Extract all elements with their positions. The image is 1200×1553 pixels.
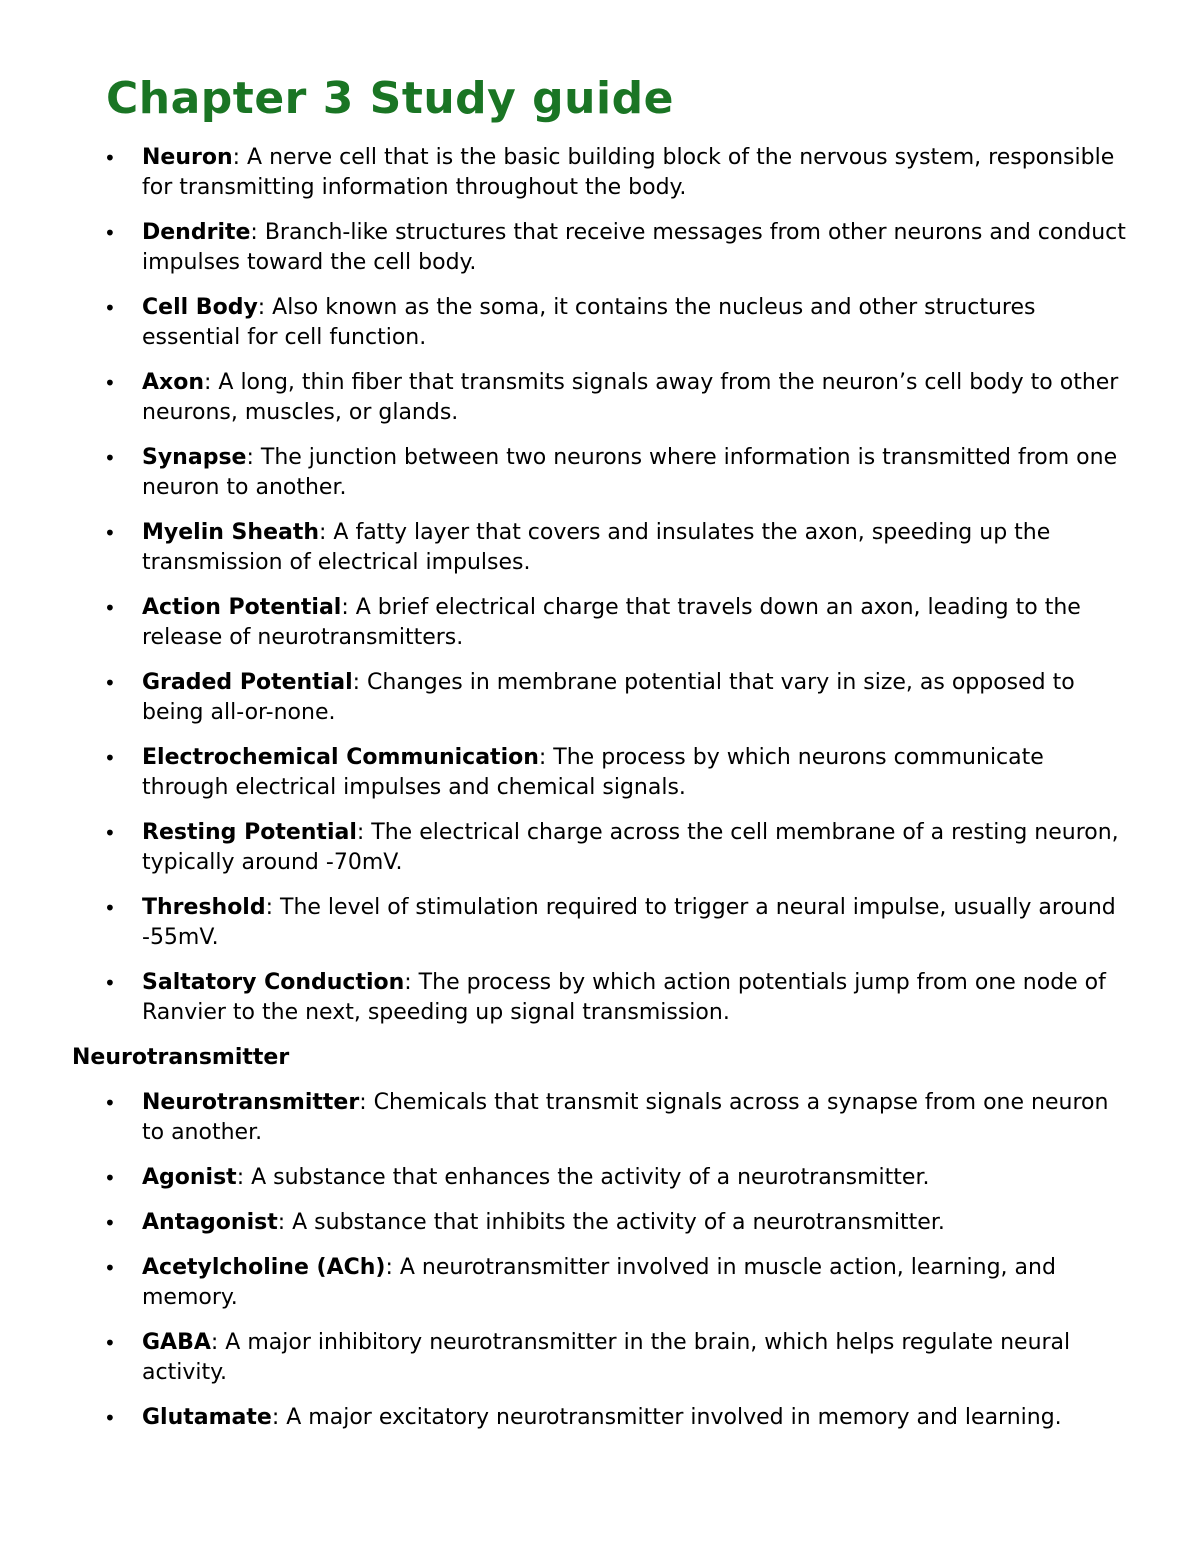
bullet-icon: • [104, 896, 116, 920]
list-item [0, 1253, 1200, 1313]
definition: : The process by which action potentials jump from one node of Ranvier to the next, speeding up signal transmission. [142, 970, 1106, 1025]
definition: : A brief electrical charge that travels down an axon, leading to the release of neurotransmitters. [142, 595, 1081, 650]
bullet-icon: • [104, 821, 116, 845]
term: Resting Potential [142, 820, 357, 845]
list-item [0, 893, 1200, 953]
definition: : A long, thin fiber that transmits signals away from the neuron’s cell body to other neurons, muscles, or glands. [142, 370, 1119, 425]
term: Neuron [142, 145, 233, 170]
term: Agonist [142, 1165, 237, 1190]
definition: : The electrical charge across the cell membrane of a resting neuron, typically around -70mV. [142, 820, 1119, 875]
definition: : A substance that inhibits the activity of a neurotransmitter. [277, 1210, 945, 1235]
definition: : Changes in membrane potential that vary in size, as opposed to being all-or-none. [142, 670, 1075, 725]
bullet-icon: • [104, 1166, 116, 1190]
term: Threshold [142, 895, 266, 920]
list-item [0, 1163, 1200, 1193]
definition: : A major inhibitory neurotransmitter in the brain, which helps regulate neural activity. [142, 1330, 1071, 1385]
list-item [0, 1328, 1200, 1388]
definition: : A nerve cell that is the basic building block of the nervous system, responsible for transmitting information throughout the body. [142, 145, 1115, 200]
definition: : A fatty layer that covers and insulates the axon, speeding up the transmission of electrical impulses. [142, 520, 1051, 575]
definition: : Also known as the soma, it contains the nucleus and other structures essential for cell function. [142, 295, 1036, 350]
list-item [0, 668, 1200, 728]
term: Electrochemical Communication [142, 745, 539, 770]
definition: : A substance that enhances the activity of a neurotransmitter. [236, 1165, 930, 1190]
term: Saltatory Conduction [142, 970, 405, 995]
term: Cell Body [142, 295, 258, 320]
term: Myelin Sheath [142, 520, 320, 545]
bullet-icon: • [104, 1406, 116, 1430]
definition: : The process by which neurons communicate through electrical impulses and chemical signals. [142, 745, 1044, 800]
list-item [0, 143, 1200, 203]
term: Glutamate [142, 1405, 272, 1430]
term: Synapse [142, 445, 247, 470]
definition: : The junction between two neurons where information is transmitted from one neuron to another. [142, 445, 1118, 500]
list-item [0, 293, 1200, 353]
definition: : Chemicals that transmit signals across a synapse from one neuron to another. [142, 1090, 1109, 1145]
bullet-icon: • [104, 146, 116, 170]
definition: : A neurotransmitter involved in muscle action, learning, and memory. [142, 1255, 1056, 1310]
bullet-icon: • [104, 1091, 116, 1115]
term: Dendrite [142, 220, 251, 245]
bullet-icon: • [104, 371, 116, 395]
term: Antagonist [142, 1210, 278, 1235]
list-item [0, 1208, 1200, 1238]
list-item [0, 593, 1200, 653]
bullet-icon: • [104, 1211, 116, 1235]
term: Axon [142, 370, 204, 395]
bullet-icon: • [104, 521, 116, 545]
list-item [0, 443, 1200, 503]
list-item [0, 968, 1200, 1028]
bullet-icon: • [104, 971, 116, 995]
list-item [0, 1088, 1200, 1148]
definition: : The level of stimulation required to trigger a neural impulse, usually around -55mV. [142, 895, 1116, 950]
term-list-basics [0, 143, 1200, 1043]
term: Acetylcholine (ACh) [142, 1255, 386, 1280]
list-item [0, 743, 1200, 803]
section-heading-neurotransmitter: Neurotransmitter [72, 1045, 290, 1070]
list-item [0, 818, 1200, 878]
page-title: Chapter 3 Study guide [106, 73, 674, 124]
bullet-icon: • [104, 296, 116, 320]
term: GABA [142, 1330, 211, 1355]
list-item [0, 1403, 1200, 1433]
bullet-icon: • [104, 671, 116, 695]
bullet-icon: • [104, 1256, 116, 1280]
definition: : A major excitatory neurotransmitter involved in memory and learning. [271, 1405, 1062, 1430]
definition: : Branch-like structures that receive messages from other neurons and conduct impulses toward the cell body. [142, 220, 1126, 275]
term: Neurotransmitter [142, 1090, 360, 1115]
bullet-icon: • [104, 446, 116, 470]
bullet-icon: • [104, 746, 116, 770]
list-item [0, 518, 1200, 578]
list-item [0, 218, 1200, 278]
bullet-icon: • [104, 221, 116, 245]
bullet-icon: • [104, 596, 116, 620]
term: Action Potential [142, 595, 342, 620]
bullet-icon: • [104, 1331, 116, 1355]
term-list-neurotransmitter [0, 1088, 1200, 1448]
list-item [0, 368, 1200, 428]
term: Graded Potential [142, 670, 353, 695]
